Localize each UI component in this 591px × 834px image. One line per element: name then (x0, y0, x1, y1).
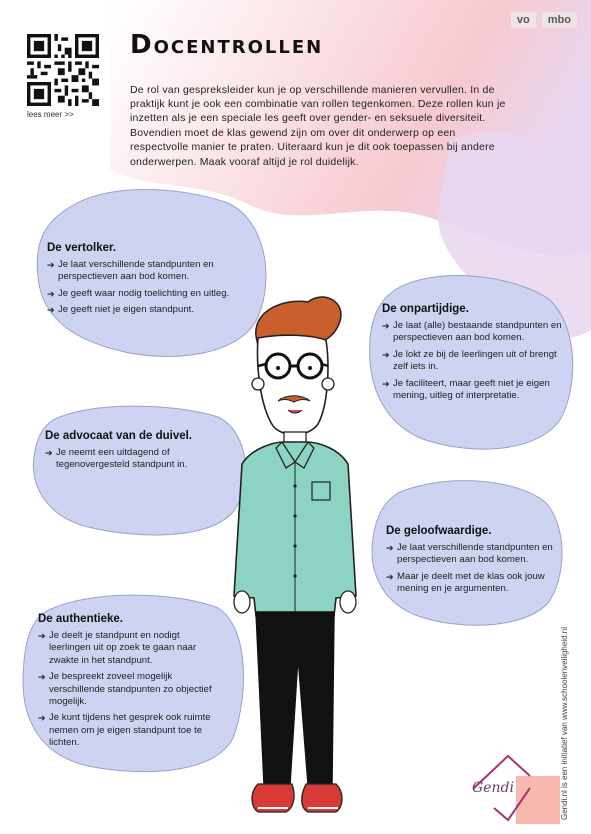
side-credit[interactable]: Gendi.nl is een initiatief van www.schoolenveiligheid.nl (560, 627, 569, 820)
role-title: De authentieke. (38, 613, 123, 625)
arrow-right-icon: ➔ (47, 288, 55, 299)
tag-mbo: mbo (542, 12, 577, 28)
role-title: De advocaat van de duivel. (45, 430, 193, 442)
role-title: De onpartijdige. (382, 303, 469, 315)
role-item: ➔ Je laat (alle) bestaande standpunten en perspectieven aan bod komen. (382, 320, 562, 344)
role-item: ➔ Je laat verschillende standpunten en perspectieven aan bod komen. (386, 542, 553, 566)
role-item: ➔ Je faciliteert, maar geeft niet je eigen mening, uitleg of interpretatie. (382, 377, 550, 402)
arrow-right-icon: ➔ (47, 305, 55, 316)
arrow-right-icon: ➔ (38, 713, 46, 724)
page-title: Docentrollen (130, 30, 324, 60)
arrow-right-icon: ➔ (38, 672, 46, 683)
arrow-right-icon: ➔ (382, 378, 390, 389)
role-item: ➔ Je neemt een uitdagend of tegenovergesteld standpunt in. (45, 447, 188, 471)
role-card-onpartijdige (382, 303, 568, 406)
role-title: De vertolker. (47, 242, 117, 254)
level-tags (511, 12, 577, 28)
qr-code[interactable] (27, 34, 99, 106)
teacher-illustration (228, 296, 362, 820)
role-item: ➔ Je geeft niet je eigen standpunt. (47, 304, 195, 316)
arrow-right-icon: ➔ (382, 321, 390, 331)
role-title: De geloofwaardige. (386, 525, 492, 537)
arrow-right-icon: ➔ (386, 571, 394, 582)
arrow-right-icon: ➔ (382, 349, 390, 360)
gendi-logo-text: Gendi (472, 780, 514, 796)
arrow-right-icon: ➔ (45, 448, 53, 458)
role-item: ➔ Je geeft waar nodig toelichting en uitleg. (47, 287, 230, 299)
role-card-advocaat (45, 430, 235, 476)
role-item: ➔ Je laat verschillende standpunten en perspectieven aan bod komen. (47, 259, 214, 283)
role-card-authentieke (38, 613, 216, 754)
arrow-right-icon: ➔ (386, 543, 394, 553)
arrow-right-icon: ➔ (38, 631, 46, 641)
qr-caption-link[interactable]: lees meer >> (27, 110, 74, 119)
role-card-vertolker (47, 242, 252, 321)
intro-paragraph: De rol van gespreksleider kun je op verschillende manieren vervullen. In de praktijk kunt je ook een combinatie van rollen tegenkomen. Deze rollen kun je inzetten als je een speciale les geeft over gender- en seksuele diversiteit. Bovendien moet de klas gewend zijn om over dit onderwerp op een respectvolle manier te praten. Uiteraard kun je dit ook toepassen bij andere onderwerpen. Maak vooraf altijd je rol duidelijk. (130, 83, 506, 168)
role-card-geloofwaardige (386, 525, 558, 600)
role-item: ➔ Je deelt je standpunt en nodigt leerlingen uit op zoek te gaan naar zwakte in het standpunt. (38, 630, 197, 666)
arrow-right-icon: ➔ (47, 260, 55, 270)
tag-vo: vo (511, 12, 536, 28)
role-item: ➔ Maar je deelt met de klas ook jouw mening en je argumenten. (386, 570, 545, 595)
role-item: ➔ Je bespreekt zoveel mogelijk verschillende standpunten zo objectief mogelijk. (38, 671, 212, 708)
role-item: ➔ Je kunt tijdens het gesprek ook ruimte nemen om je eigen standpunt toe te lichten. (38, 712, 211, 749)
role-item: ➔ Je lokt ze bij de leerlingen uit of brengt zelf iets in. (382, 348, 557, 373)
